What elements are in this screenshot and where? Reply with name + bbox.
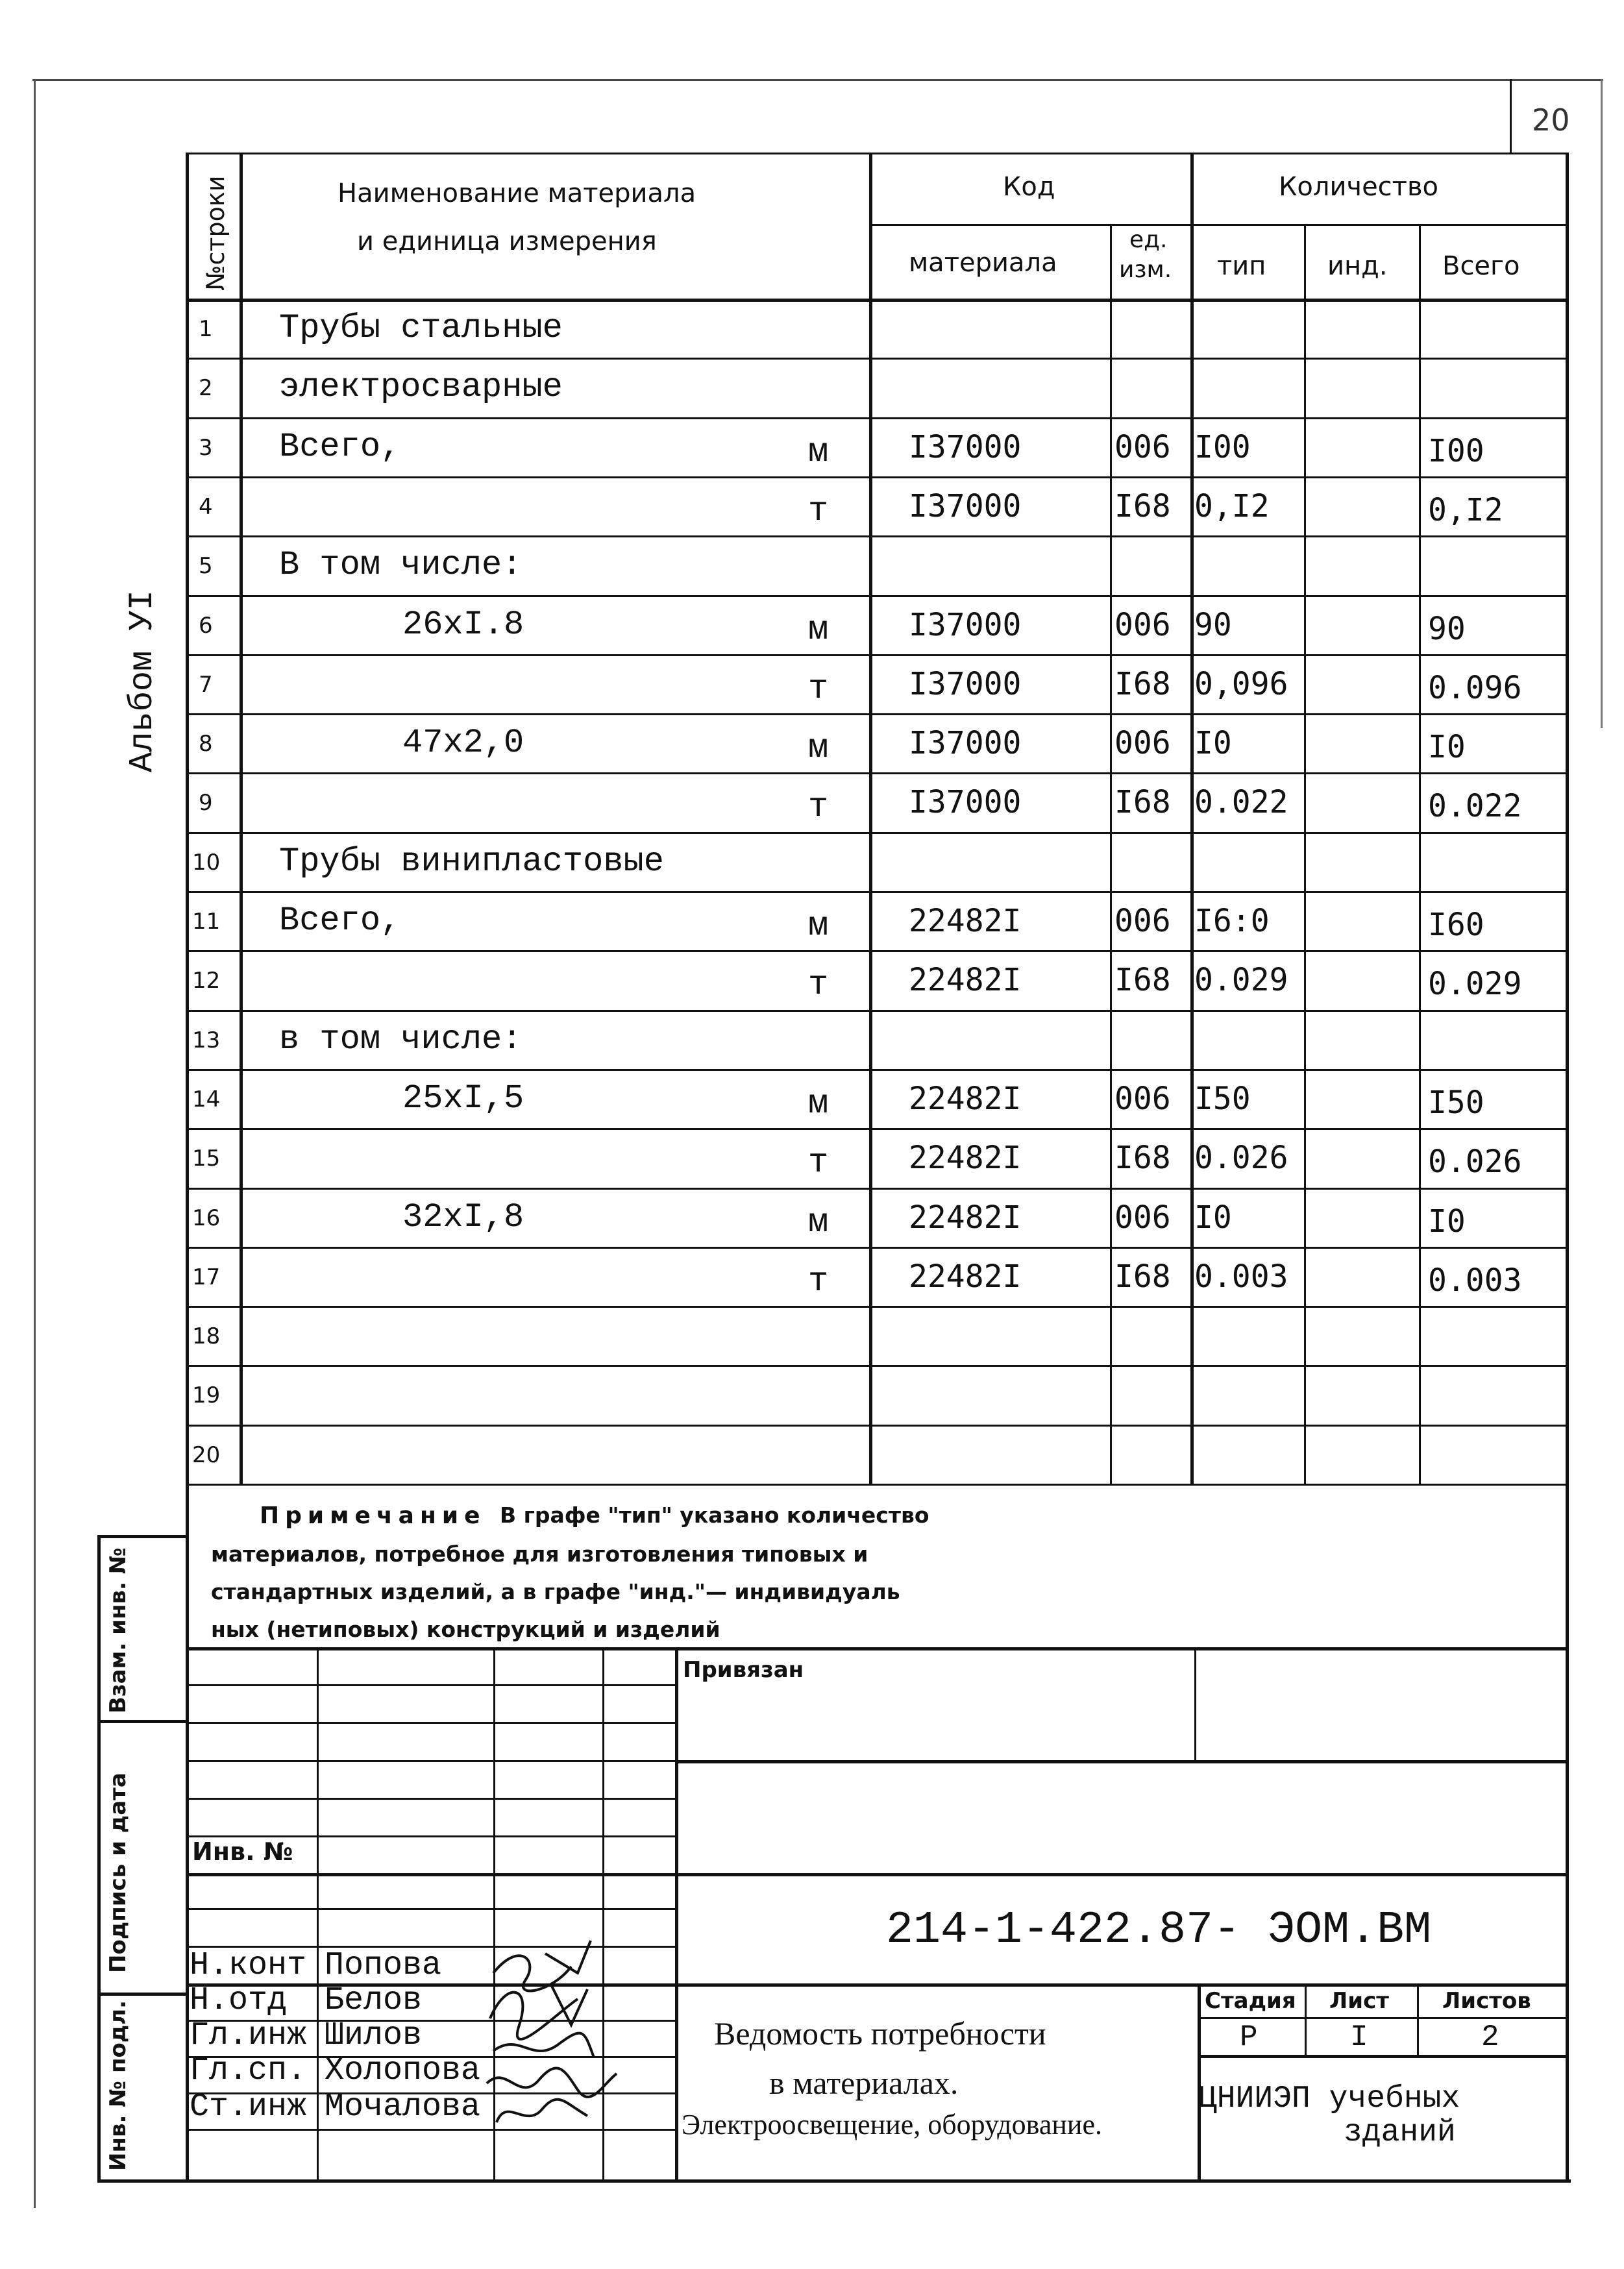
cell-u: I68 bbox=[1114, 784, 1171, 821]
cell-n: 12 bbox=[192, 968, 221, 994]
cell-code: 22482I bbox=[909, 1258, 1022, 1295]
cell-unit: т bbox=[808, 1144, 829, 1183]
cell-name: Трубы стальные bbox=[279, 309, 563, 347]
cell-u: I68 bbox=[1114, 487, 1171, 524]
cell-name: 47х2,0 bbox=[402, 724, 524, 763]
cell-total: 0,I2 bbox=[1428, 491, 1503, 528]
cell-typ: I50 bbox=[1194, 1080, 1251, 1117]
header-code-material: материала bbox=[909, 248, 1057, 278]
cell-n: 5 bbox=[199, 553, 213, 580]
note-line4: ных (нетиповых) конструкций и изделий bbox=[211, 1617, 720, 1642]
cell-n: 13 bbox=[192, 1027, 221, 1053]
cell-n: 11 bbox=[192, 909, 221, 935]
cell-u: I68 bbox=[1114, 1140, 1171, 1177]
cell-n: 1 bbox=[199, 316, 213, 342]
cell-total: I00 bbox=[1428, 432, 1484, 469]
cell-code: I37000 bbox=[909, 487, 1022, 524]
cell-n: 10 bbox=[192, 849, 221, 876]
outer-frame-top bbox=[32, 79, 1603, 81]
header-code-unit-2: изм. bbox=[1119, 256, 1172, 283]
cell-code: 22482I bbox=[909, 1080, 1022, 1117]
cell-name: Трубы винипластовые bbox=[279, 842, 664, 881]
signatory-name: Мочалова bbox=[325, 2089, 481, 2126]
cell-n: 2 bbox=[199, 375, 213, 402]
side-label-inv: Инв. № подл. bbox=[105, 2000, 131, 2171]
cell-typ: I0 bbox=[1194, 1199, 1232, 1236]
header-code: Код bbox=[1003, 172, 1055, 202]
header-q-type: тип bbox=[1217, 251, 1266, 281]
cell-u: I68 bbox=[1114, 665, 1171, 702]
cell-total: 0.003 bbox=[1428, 1262, 1522, 1299]
cell-unit: м bbox=[808, 432, 829, 471]
sheets-label: Листов bbox=[1442, 1988, 1531, 2014]
doc-title-line3: Электроосвещение, оборудование. bbox=[682, 2109, 1102, 2140]
sheet-value: I bbox=[1350, 2020, 1368, 2054]
cell-code: I37000 bbox=[909, 784, 1022, 821]
signatory-name: Шилов bbox=[325, 2017, 423, 2054]
cell-typ: 0.003 bbox=[1194, 1258, 1288, 1295]
cell-n: 9 bbox=[199, 790, 213, 816]
cell-u: 006 bbox=[1114, 1199, 1171, 1236]
page-number: 20 bbox=[1532, 103, 1570, 138]
header-name-line2: и единица измерения bbox=[357, 227, 657, 256]
cell-total: 90 bbox=[1428, 610, 1466, 647]
cell-n: 20 bbox=[192, 1441, 221, 1468]
header-row-number: №строки bbox=[201, 175, 230, 291]
cell-code: 22482I bbox=[909, 1140, 1022, 1177]
cell-unit: т bbox=[808, 1262, 829, 1301]
cell-n: 6 bbox=[199, 612, 213, 639]
cell-total: I60 bbox=[1428, 907, 1484, 943]
cell-code: I37000 bbox=[909, 725, 1022, 762]
cell-total: I0 bbox=[1428, 729, 1466, 766]
cell-n: 17 bbox=[192, 1264, 221, 1290]
sheet-label: Лист bbox=[1329, 1988, 1389, 2014]
cell-unit: т bbox=[808, 966, 829, 1005]
outer-frame-right bbox=[1601, 79, 1603, 728]
cell-name: 26хI.8 bbox=[402, 605, 524, 644]
cell-unit: м bbox=[808, 1084, 829, 1123]
cell-total: I50 bbox=[1428, 1084, 1484, 1121]
cell-code: 22482I bbox=[909, 1199, 1022, 1236]
cell-name: 32хI,8 bbox=[402, 1197, 524, 1236]
cell-total: I0 bbox=[1428, 1203, 1466, 1240]
cell-name: В том числе: bbox=[279, 546, 523, 585]
cell-code: I37000 bbox=[909, 665, 1022, 702]
cell-u: I68 bbox=[1114, 962, 1171, 999]
note-line3: стандартных изделий, а в графе "инд."— индивидуаль bbox=[211, 1579, 900, 1604]
cell-code: I37000 bbox=[909, 428, 1022, 465]
signatory-role: Гл.сп. bbox=[190, 2052, 307, 2089]
cell-total: 0.022 bbox=[1428, 788, 1522, 825]
page-number-box bbox=[1510, 79, 1512, 153]
cell-u: 006 bbox=[1114, 1080, 1171, 1117]
signatory-name: Холопова bbox=[325, 2052, 481, 2089]
cell-n: 14 bbox=[192, 1086, 221, 1112]
cell-u: I68 bbox=[1114, 1258, 1171, 1295]
cell-unit: м bbox=[808, 907, 829, 945]
sheets-value: 2 bbox=[1481, 2020, 1499, 2054]
cell-total: 0.029 bbox=[1428, 966, 1522, 1003]
cell-typ: 0.026 bbox=[1194, 1140, 1288, 1177]
cell-name: 25хI,5 bbox=[402, 1079, 524, 1118]
cell-code: I37000 bbox=[909, 606, 1022, 643]
cell-u: 006 bbox=[1114, 725, 1171, 762]
header-q-ind: инд. bbox=[1327, 251, 1388, 281]
cell-typ: 0,I2 bbox=[1194, 487, 1270, 524]
cell-u: 006 bbox=[1114, 428, 1171, 465]
stage-value: Р bbox=[1240, 2020, 1258, 2054]
cell-code: 22482I bbox=[909, 962, 1022, 999]
cell-typ: 0.029 bbox=[1194, 962, 1288, 999]
cell-unit: т bbox=[808, 669, 829, 708]
cell-code: 22482I bbox=[909, 903, 1022, 939]
signatory-role: Ст.инж bbox=[190, 2089, 307, 2126]
stage-label: Стадия bbox=[1205, 1988, 1296, 2014]
header-name-line1: Наименование материала bbox=[338, 178, 696, 208]
cell-typ: 90 bbox=[1194, 606, 1232, 643]
signatures-image bbox=[480, 1934, 675, 2181]
cell-unit: м bbox=[808, 1203, 829, 1242]
signatory-name: Попова bbox=[325, 1947, 442, 1984]
cell-u: 006 bbox=[1114, 606, 1171, 643]
cell-n: 16 bbox=[192, 1205, 221, 1231]
note-title: Примечание bbox=[260, 1502, 486, 1529]
cell-n: 7 bbox=[199, 671, 213, 698]
cell-total: 0.096 bbox=[1428, 669, 1522, 706]
cell-u: 006 bbox=[1114, 903, 1171, 939]
side-label-podpis: Подпись и дата bbox=[105, 1772, 131, 1973]
cell-name: в том числе: bbox=[279, 1020, 523, 1059]
cell-name: Всего, bbox=[279, 901, 401, 940]
cell-n: 4 bbox=[199, 493, 213, 520]
cell-n: 3 bbox=[199, 434, 213, 461]
note-line1: В графе "тип" указано количество bbox=[500, 1502, 929, 1528]
note-line2: материалов, потребное для изготовления типовых и bbox=[211, 1541, 868, 1567]
cell-unit: т bbox=[808, 491, 829, 530]
doc-title-line2: в материалах. bbox=[769, 2065, 959, 2101]
header-q-total: Всего bbox=[1442, 251, 1520, 281]
side-label-vzam: Взам. инв. № bbox=[105, 1547, 131, 1713]
cell-name: электросварные bbox=[279, 368, 563, 407]
org-line2: зданий bbox=[1344, 2115, 1456, 2150]
cell-unit: м bbox=[808, 729, 829, 768]
cell-n: 15 bbox=[192, 1146, 221, 1172]
cell-typ: 0.022 bbox=[1194, 784, 1288, 821]
cell-n: 18 bbox=[192, 1323, 221, 1350]
album-label: Альбом УI bbox=[123, 590, 162, 772]
cell-name: Всего, bbox=[279, 427, 401, 466]
stamp-inv-no: Инв. № bbox=[192, 1837, 293, 1866]
header-quantity: Количество bbox=[1279, 172, 1439, 202]
signatory-name: Белов bbox=[325, 1982, 423, 2019]
cell-typ: I0 bbox=[1194, 725, 1232, 762]
signatory-role: Гл.инж bbox=[190, 2017, 307, 2054]
outer-frame-left bbox=[34, 79, 36, 2208]
header-code-unit-1: ед. bbox=[1129, 227, 1168, 253]
cell-typ: 0,096 bbox=[1194, 665, 1288, 702]
cell-n: 8 bbox=[199, 731, 213, 757]
signatory-role: Н.отд bbox=[190, 1982, 288, 2019]
cell-typ: I00 bbox=[1194, 428, 1251, 465]
cell-n: 19 bbox=[192, 1382, 221, 1409]
document-code: 214-1-422.87- ЭОМ.ВМ bbox=[886, 1905, 1432, 1956]
cell-typ: I6:0 bbox=[1194, 903, 1270, 939]
doc-title-line1: Ведомость потребности bbox=[714, 2015, 1046, 2052]
stamp-privyazan: Привязан bbox=[683, 1657, 804, 1683]
org-line1: ЦНИИЭП учебных bbox=[1198, 2081, 1460, 2116]
cell-unit: м bbox=[808, 610, 829, 649]
cell-unit: т bbox=[808, 788, 829, 827]
cell-total: 0.026 bbox=[1428, 1144, 1522, 1181]
signatory-role: Н.конт bbox=[190, 1947, 307, 1984]
